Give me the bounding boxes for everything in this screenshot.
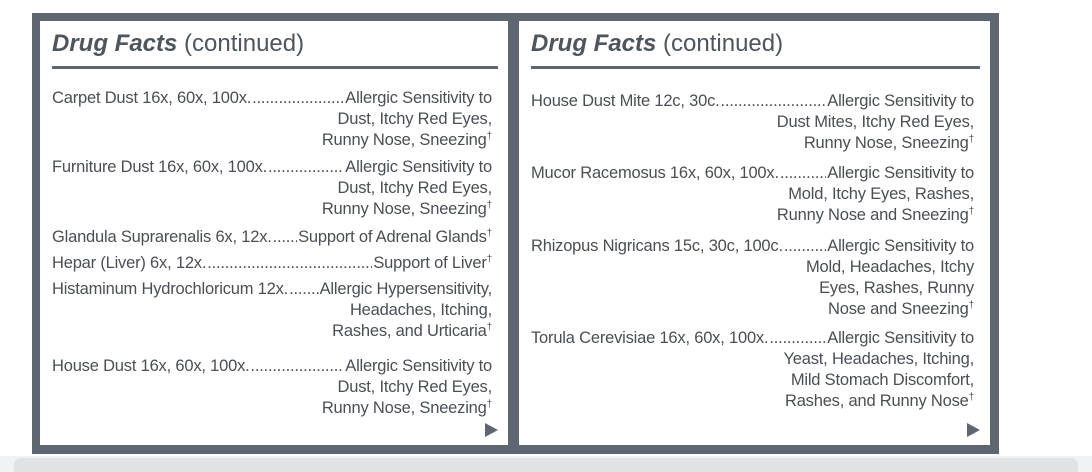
ingredient-entry: Furniture Dust 16x, 60x, 100x. ..... Allergic Sensitivity to Dust, Itchy Red Eyes, Runny Nose, Sneezing† (52, 157, 492, 220)
ingredient-name: Glandula Suprarenalis 6x, 12x. (52, 228, 272, 246)
ingredient-name: Torula Cerevisiae 16x, 60x, 100x. (531, 329, 769, 347)
ingredient-name: House Dust Mite 12c, 30c. (531, 92, 720, 110)
ingredient-use: Allergic Sensitivity to (345, 357, 492, 375)
triangle-right-icon (967, 423, 980, 437)
ingredient-use: Allergic Sensitivity to (827, 164, 974, 182)
ingredient-use: Allergic Sensitivity to (827, 237, 974, 255)
ingredient-name: Mucor Racemosus 16x, 60x, 100x. (531, 164, 779, 182)
page-bottom-strip (0, 456, 1092, 472)
panel-title: Drug Facts (continued) (531, 30, 784, 57)
ingredient-use: Allergic Hypersensitivity, (319, 280, 492, 298)
ingredient-name: Hepar (Liver) 6x, 12x. (52, 254, 207, 272)
ingredient-use: Support of Adrenal Glands† (298, 228, 492, 246)
ingredient-use: Support of Liver† (373, 254, 492, 272)
ingredient-use: Allergic Sensitivity to (345, 158, 492, 176)
ingredient-entry (52, 227, 492, 248)
ingredient-entry: Carpet Dust 16x, 60x, 100x. ..... Allergic Sensitivity to Dust, Itchy Red Eyes, Runny Nose, Sneezing† (52, 88, 492, 151)
ingredient-name: Carpet Dust 16x, 60x, 100x. (52, 89, 252, 107)
title-divider (531, 66, 980, 69)
drug-facts-frame (32, 13, 999, 454)
ingredient-name: Histaminum Hydrochloricum 12x. (52, 280, 289, 298)
title-divider (52, 66, 498, 69)
ingredient-name: Furniture Dust 16x, 60x, 100x. (52, 158, 268, 176)
ingredient-use: Allergic Sensitivity to (827, 92, 974, 110)
drug-facts-panel-left (40, 21, 508, 445)
ingredient-entry (52, 253, 492, 274)
ingredient-entry: Histaminum Hydrochloricum 12x. ..... Allergic Hypersensitivity, Headaches, Itching, Rashes, and Urticaria† (52, 279, 492, 342)
ingredient-entry: Rhizopus Nigricans 15c, 30c, 100c. ..... Allergic Sensitivity to Mold, Headaches, Itchy Eyes, Rashes, Runny Nose and Sneezing† (531, 236, 974, 320)
drug-facts-panel-right (519, 21, 990, 445)
panel-title: Drug Facts (continued) (52, 30, 305, 57)
ingredient-entry: Mucor Racemosus 16x, 60x, 100x. ..... Allergic Sensitivity to Mold, Itchy Eyes, Rashes, Runny Nose and Sneezing† (531, 163, 974, 226)
ingredient-entry: Torula Cerevisiae 16x, 60x, 100x. ..... Allergic Sensitivity to Yeast, Headaches, Itching, Mild Stomach Discomfort, Rashes, and Runny Nose† (531, 328, 974, 412)
ingredient-entry: House Dust Mite 12c, 30c. ..... Allergic Sensitivity to Dust Mites, Itchy Red Eyes, Runny Nose, Sneezing† (531, 91, 974, 154)
ingredient-use: Allergic Sensitivity to (827, 329, 974, 347)
ingredient-use: Allergic Sensitivity to (345, 89, 492, 107)
ingredient-name: Rhizopus Nigricans 15c, 30c, 100c. (531, 237, 783, 255)
ingredient-entry: House Dust 16x, 60x, 100x. ..... Allergic Sensitivity to Dust, Itchy Red Eyes, Runny Nose, Sneezing† (52, 356, 492, 419)
ingredient-name: House Dust 16x, 60x, 100x. (52, 357, 250, 375)
triangle-right-icon (485, 423, 498, 437)
